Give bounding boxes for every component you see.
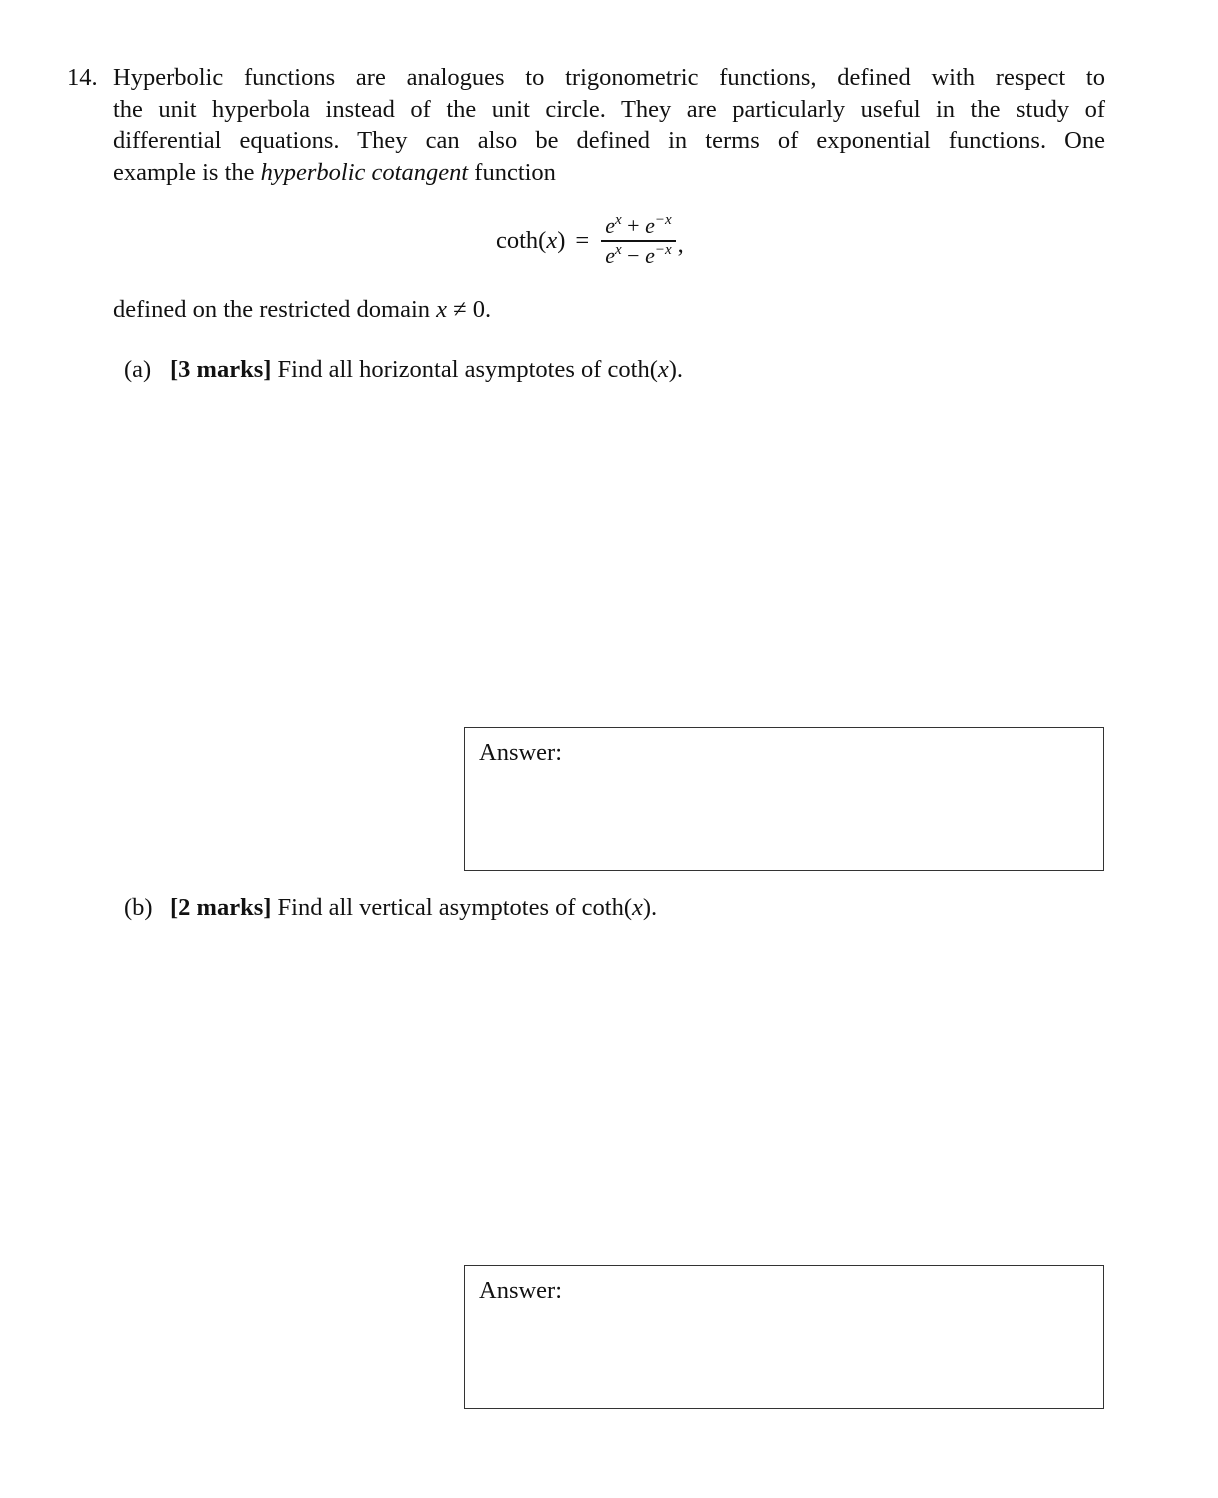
part-a-text: Find all horizontal asymptotes of coth(: [271, 356, 658, 383]
intro-last-prefix: example is the: [113, 159, 261, 187]
intro-line: the unit hyperbola instead of the unit circle. They are particularly useful in the study of: [113, 95, 1105, 123]
coth-definition-equation: [496, 206, 684, 276]
part-b-text: Find all vertical asymptotes of coth(: [271, 894, 632, 921]
part-a-text-end: ).: [668, 356, 684, 383]
den-base2: e: [645, 242, 655, 268]
den-base1: e: [605, 242, 615, 268]
num-base1: e: [605, 213, 615, 239]
intro-last-suffix: function: [468, 159, 556, 187]
part-a-marks: [3 marks]: [170, 356, 272, 383]
answer-label-a: Answer:: [479, 739, 563, 766]
num-op: +: [621, 213, 646, 239]
domain-var: x: [436, 296, 448, 323]
num-exp1: x: [614, 212, 622, 229]
lhs-close: ): [557, 227, 566, 254]
answer-box-a[interactable]: [464, 727, 1104, 871]
equation-comma: ,: [677, 231, 684, 258]
part-b-label: (b): [124, 894, 153, 921]
part-a-var: x: [657, 356, 669, 383]
answer-label-b: Answer:: [479, 1277, 563, 1304]
den-exp1: x: [614, 241, 622, 258]
num-base2: e: [645, 213, 655, 239]
part-a-label: (a): [124, 356, 152, 383]
denominator: [601, 242, 675, 270]
fraction: [601, 212, 675, 269]
den-op: −: [621, 242, 646, 268]
intro-line-last: [113, 157, 1105, 189]
domain-prefix: defined on the restricted domain: [113, 296, 437, 323]
domain-suffix: ≠ 0.: [447, 296, 492, 323]
intro-emphasis: hyperbolic cotangent: [260, 159, 469, 187]
num-exp2: −x: [654, 212, 672, 229]
equals-sign: =: [575, 227, 590, 254]
intro-line: Hyperbolic functions are analogues to trigonometric functions, defined with respect to: [113, 64, 1105, 91]
domain-statement: [113, 294, 491, 326]
den-exp2: −x: [654, 241, 672, 258]
question-number: 14.: [67, 64, 98, 91]
part-b-prompt: [124, 892, 657, 924]
equation-lhs: [496, 227, 565, 255]
part-b-var: x: [632, 894, 643, 921]
numerator: [601, 212, 675, 240]
part-a-prompt: [124, 354, 683, 386]
question-intro: [113, 62, 1105, 189]
part-b-text-end: ).: [642, 894, 658, 921]
lhs-var: x: [546, 227, 558, 254]
part-b-marks: [2 marks]: [170, 894, 272, 921]
answer-box-b[interactable]: [464, 1265, 1104, 1409]
intro-line: differential equations. They can also be defined in terms of exponential functions. One: [113, 127, 1105, 155]
lhs-func: coth(: [496, 227, 547, 254]
